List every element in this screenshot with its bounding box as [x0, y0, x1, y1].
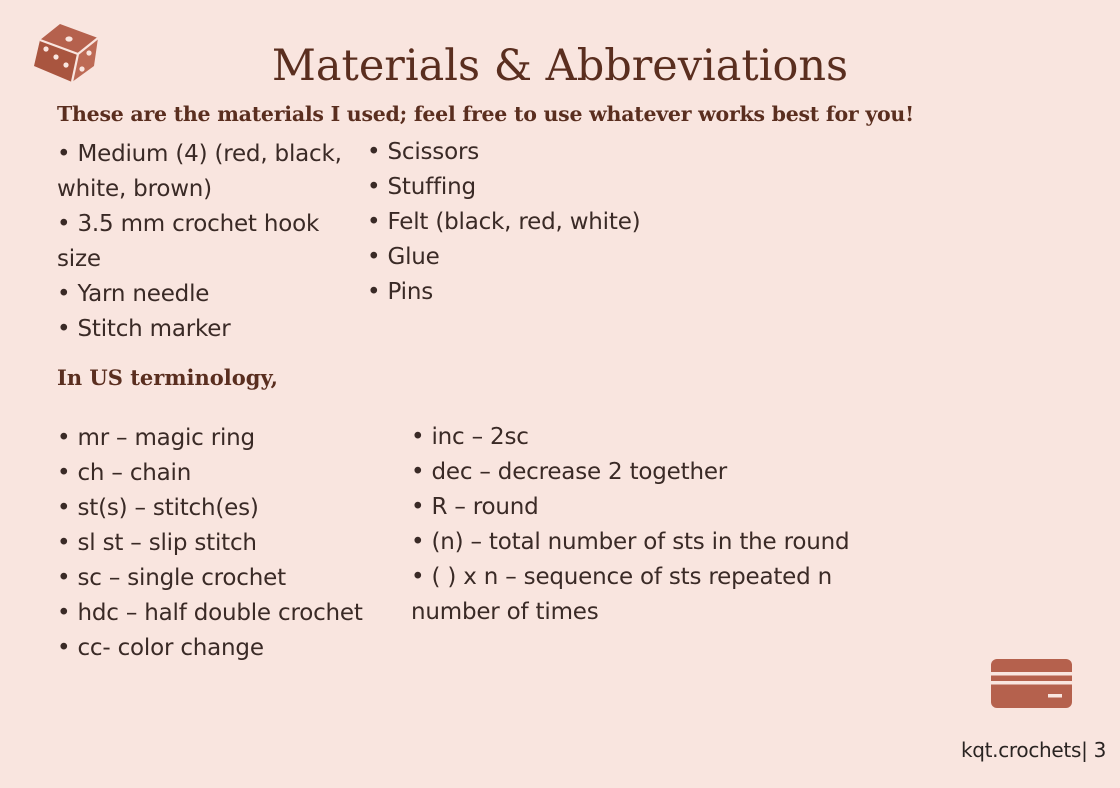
- list-item: • Scissors: [367, 135, 707, 170]
- list-item: • ch – chain: [57, 456, 402, 491]
- list-item: • Medium (4) (red, black, white, brown): [57, 137, 357, 207]
- list-item: • inc – 2sc: [411, 420, 891, 455]
- list-item: • hdc – half double crochet: [57, 596, 402, 631]
- list-item: • mr – magic ring: [57, 421, 402, 456]
- list-item: • sc – single crochet: [57, 561, 402, 596]
- materials-heading: These are the materials I used; feel free to use whatever works best for you!: [57, 102, 914, 126]
- page-title: Materials & Abbreviations: [271, 41, 849, 91]
- list-item: • Stitch marker: [57, 312, 357, 347]
- list-item: • Glue: [367, 240, 707, 275]
- list-item: • R – round: [411, 490, 891, 525]
- materials-list-left: [57, 137, 357, 347]
- terminology-heading: In US terminology,: [57, 365, 278, 390]
- list-item: • 3.5 mm crochet hook size: [57, 207, 357, 277]
- list-item: • Felt (black, red, white): [367, 205, 707, 240]
- materials-list-right: [367, 135, 707, 310]
- list-item: • sl st – slip stitch: [57, 526, 402, 561]
- list-item: • st(s) – stitch(es): [57, 491, 402, 526]
- abbreviations-list-left: [57, 421, 402, 666]
- page-footer: kqt.crochets| 3: [960, 738, 1106, 762]
- list-item: • dec – decrease 2 together: [411, 455, 891, 490]
- abbreviations-list-right: [411, 420, 891, 630]
- list-item: • (n) – total number of sts in the round: [411, 525, 891, 560]
- list-item: • ( ) x n – sequence of sts repeated n number of times: [411, 560, 891, 630]
- list-item: • Stuffing: [367, 170, 707, 205]
- list-item: • Pins: [367, 275, 707, 310]
- card-icon: [991, 659, 1072, 708]
- list-item: • cc- color change: [57, 631, 402, 666]
- list-item: • Yarn needle: [57, 277, 357, 312]
